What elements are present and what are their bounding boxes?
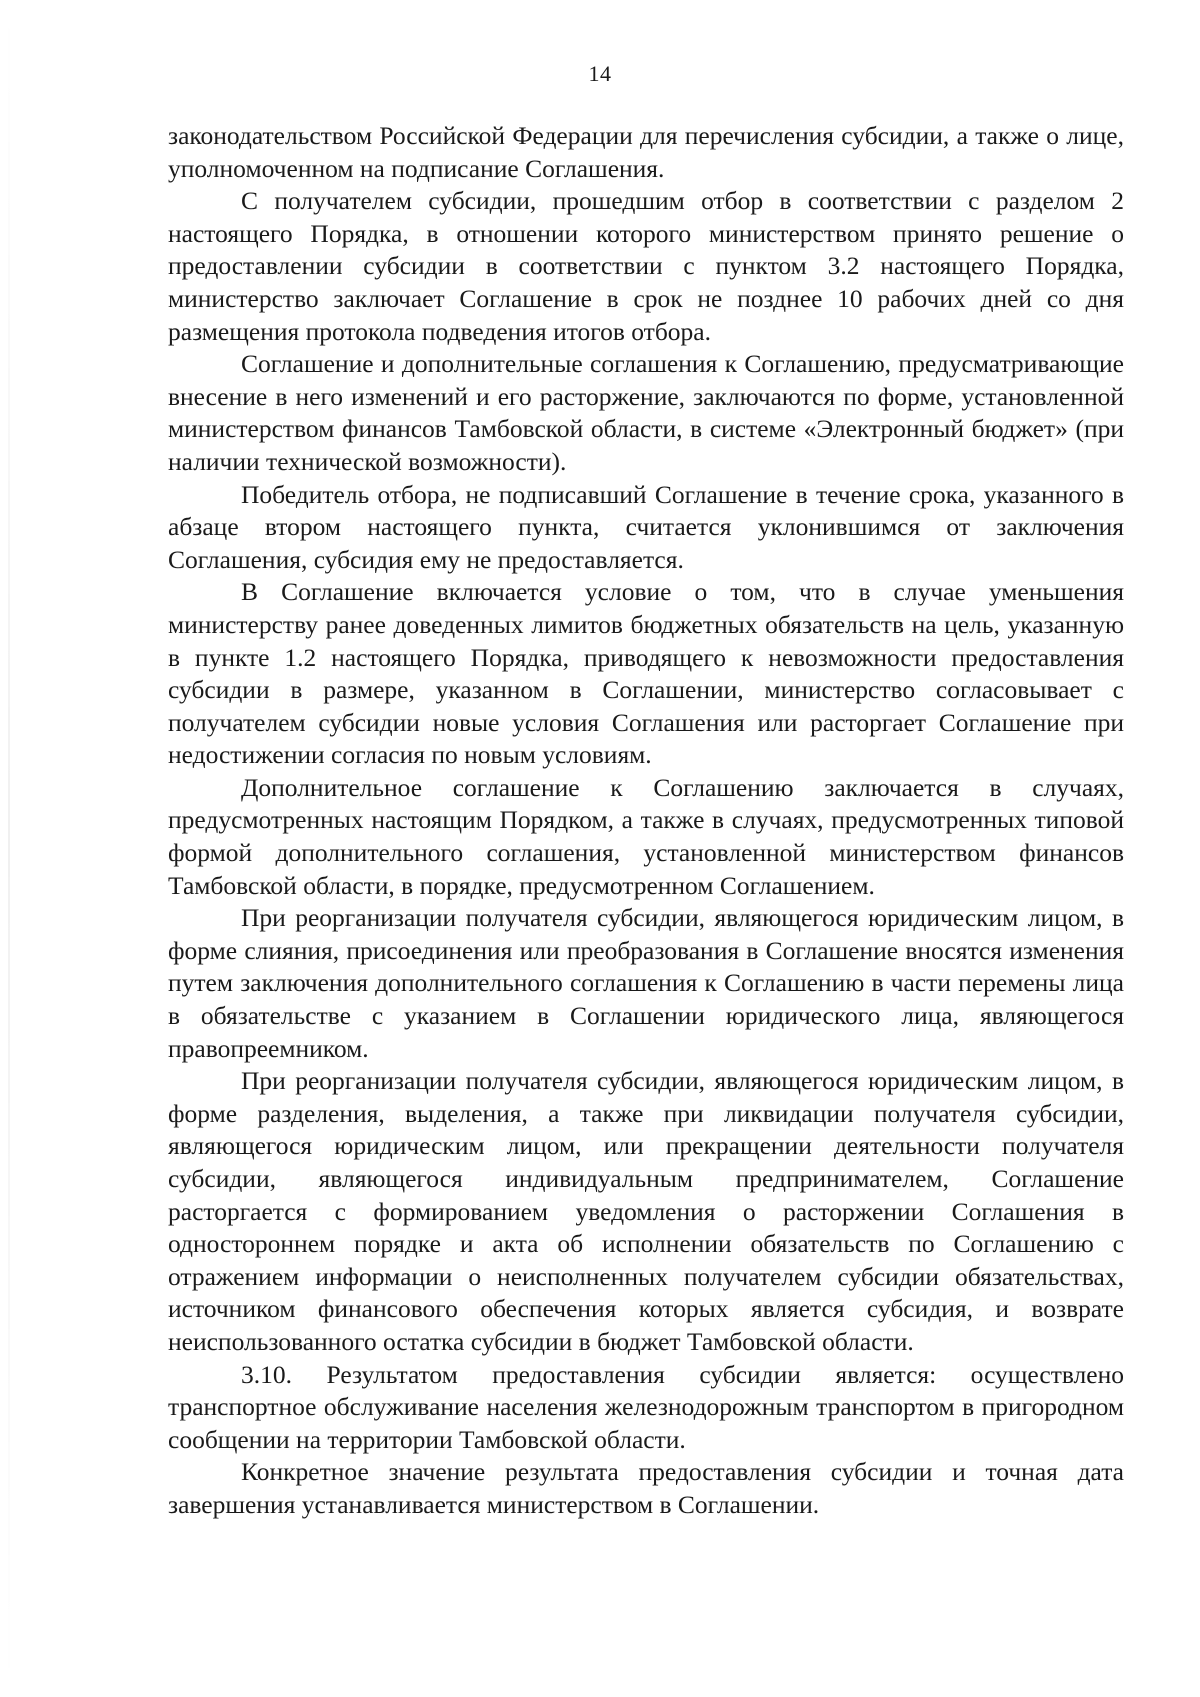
document-body — [168, 120, 1124, 1522]
page-number: 14 — [588, 61, 612, 86]
scan-edge-shadow — [8, 0, 10, 1697]
paragraph-agreement-deadline: С получателем субсидии, прошедшим отбор в соответствии с разделом 2 настоящего Порядка, в отношении которого министерством принято решение о предоставлении субсидии в соответствии с пунктом 3.2 настоящего Порядка, министерство заключает Соглашение в срок не позднее 10 рабочих дней со дня размещения протокола подведения итогов отбора. — [168, 186, 1124, 346]
paragraph-winner-evasion: Победитель отбора, не подписавший Соглашение в течение срока, указанного в абзаце втором настоящего пункта, считается уклонившимся от заключения Соглашения, субсидия ему не предоставляется. — [168, 479, 1124, 574]
paragraph-agreement-form: Соглашение и дополнительные соглашения к Соглашению, предусматривающие внесение в него изменений и его расторжение, заключаются по форме, установленной министерством финансов Тамбовской области, в системе «Электронный бюджет» (при наличии технической возможности). — [168, 349, 1124, 476]
paragraph-result-value: Конкретное значение результата предоставления субсидии и точная дата завершения устанавливается министерством в Соглашении. — [168, 1457, 1124, 1519]
paragraph-reorganization-merger: При реорганизации получателя субсидии, являющегося юридическим лицом, в форме слияния, присоединения или преобразования в Соглашение вносятся изменения путем заключения дополнительного соглашения к Соглашению в части перемены лица в обязательстве с указанием в Соглашении юридического лица, являющегося правопреемником. — [168, 903, 1124, 1063]
paragraph-additional-agreement: Дополнительное соглашение к Соглашению заключается в случаях, предусмотренных настоящим Порядком, а также в случаях, предусмотренных типовой формой дополнительного соглашения, установленной министерством финансов Тамбовской области, в порядке, предусмотренном Соглашением. — [168, 772, 1124, 900]
paragraph-result-3-10: 3.10. Результатом предоставления субсидии является: осуществлено транспортное обслуживание населения железнодорожным транспортом в пригородном сообщении на территории Тамбовской области. — [168, 1359, 1124, 1454]
paragraph-limits-reduction: В Соглашение включается условие о том, что в случае уменьшения министерству ранее доведенных лимитов бюджетных обязательств на цель, указанную в пункте 1.2 настоящего Порядка, приводящего к невозможности предоставления субсидии в размере, указанном в Соглашении, министерство согласовывает с получателем субсидии новые условия Соглашения или расторгает Соглашение при недостижении согласия по новым условиям. — [168, 577, 1124, 770]
paragraph-continuation: законодательством Российской Федерации для перечисления субсидии, а также о лице, уполномоченном на подписание Соглашения. — [168, 121, 1124, 183]
paragraph-reorganization-split: При реорганизации получателя субсидии, являющегося юридическим лицом, в форме разделения, выделения, а также при ликвидации получателя субсидии, являющегося юридическим лицом, или прекращении деятельности получателя субсидии, являющегося индивидуальным предпринимателем, Соглашение расторгается с формированием уведомления о расторжении Соглашения в одностороннем порядке и акта об исполнении обязательств по Соглашению с отражением информации о неисполненных получателем субсидии обязательствах, источником финансового обеспечения которых является субсидия, и возврате неиспользованного остатка субсидии в бюджет Тамбовской области. — [168, 1066, 1124, 1356]
